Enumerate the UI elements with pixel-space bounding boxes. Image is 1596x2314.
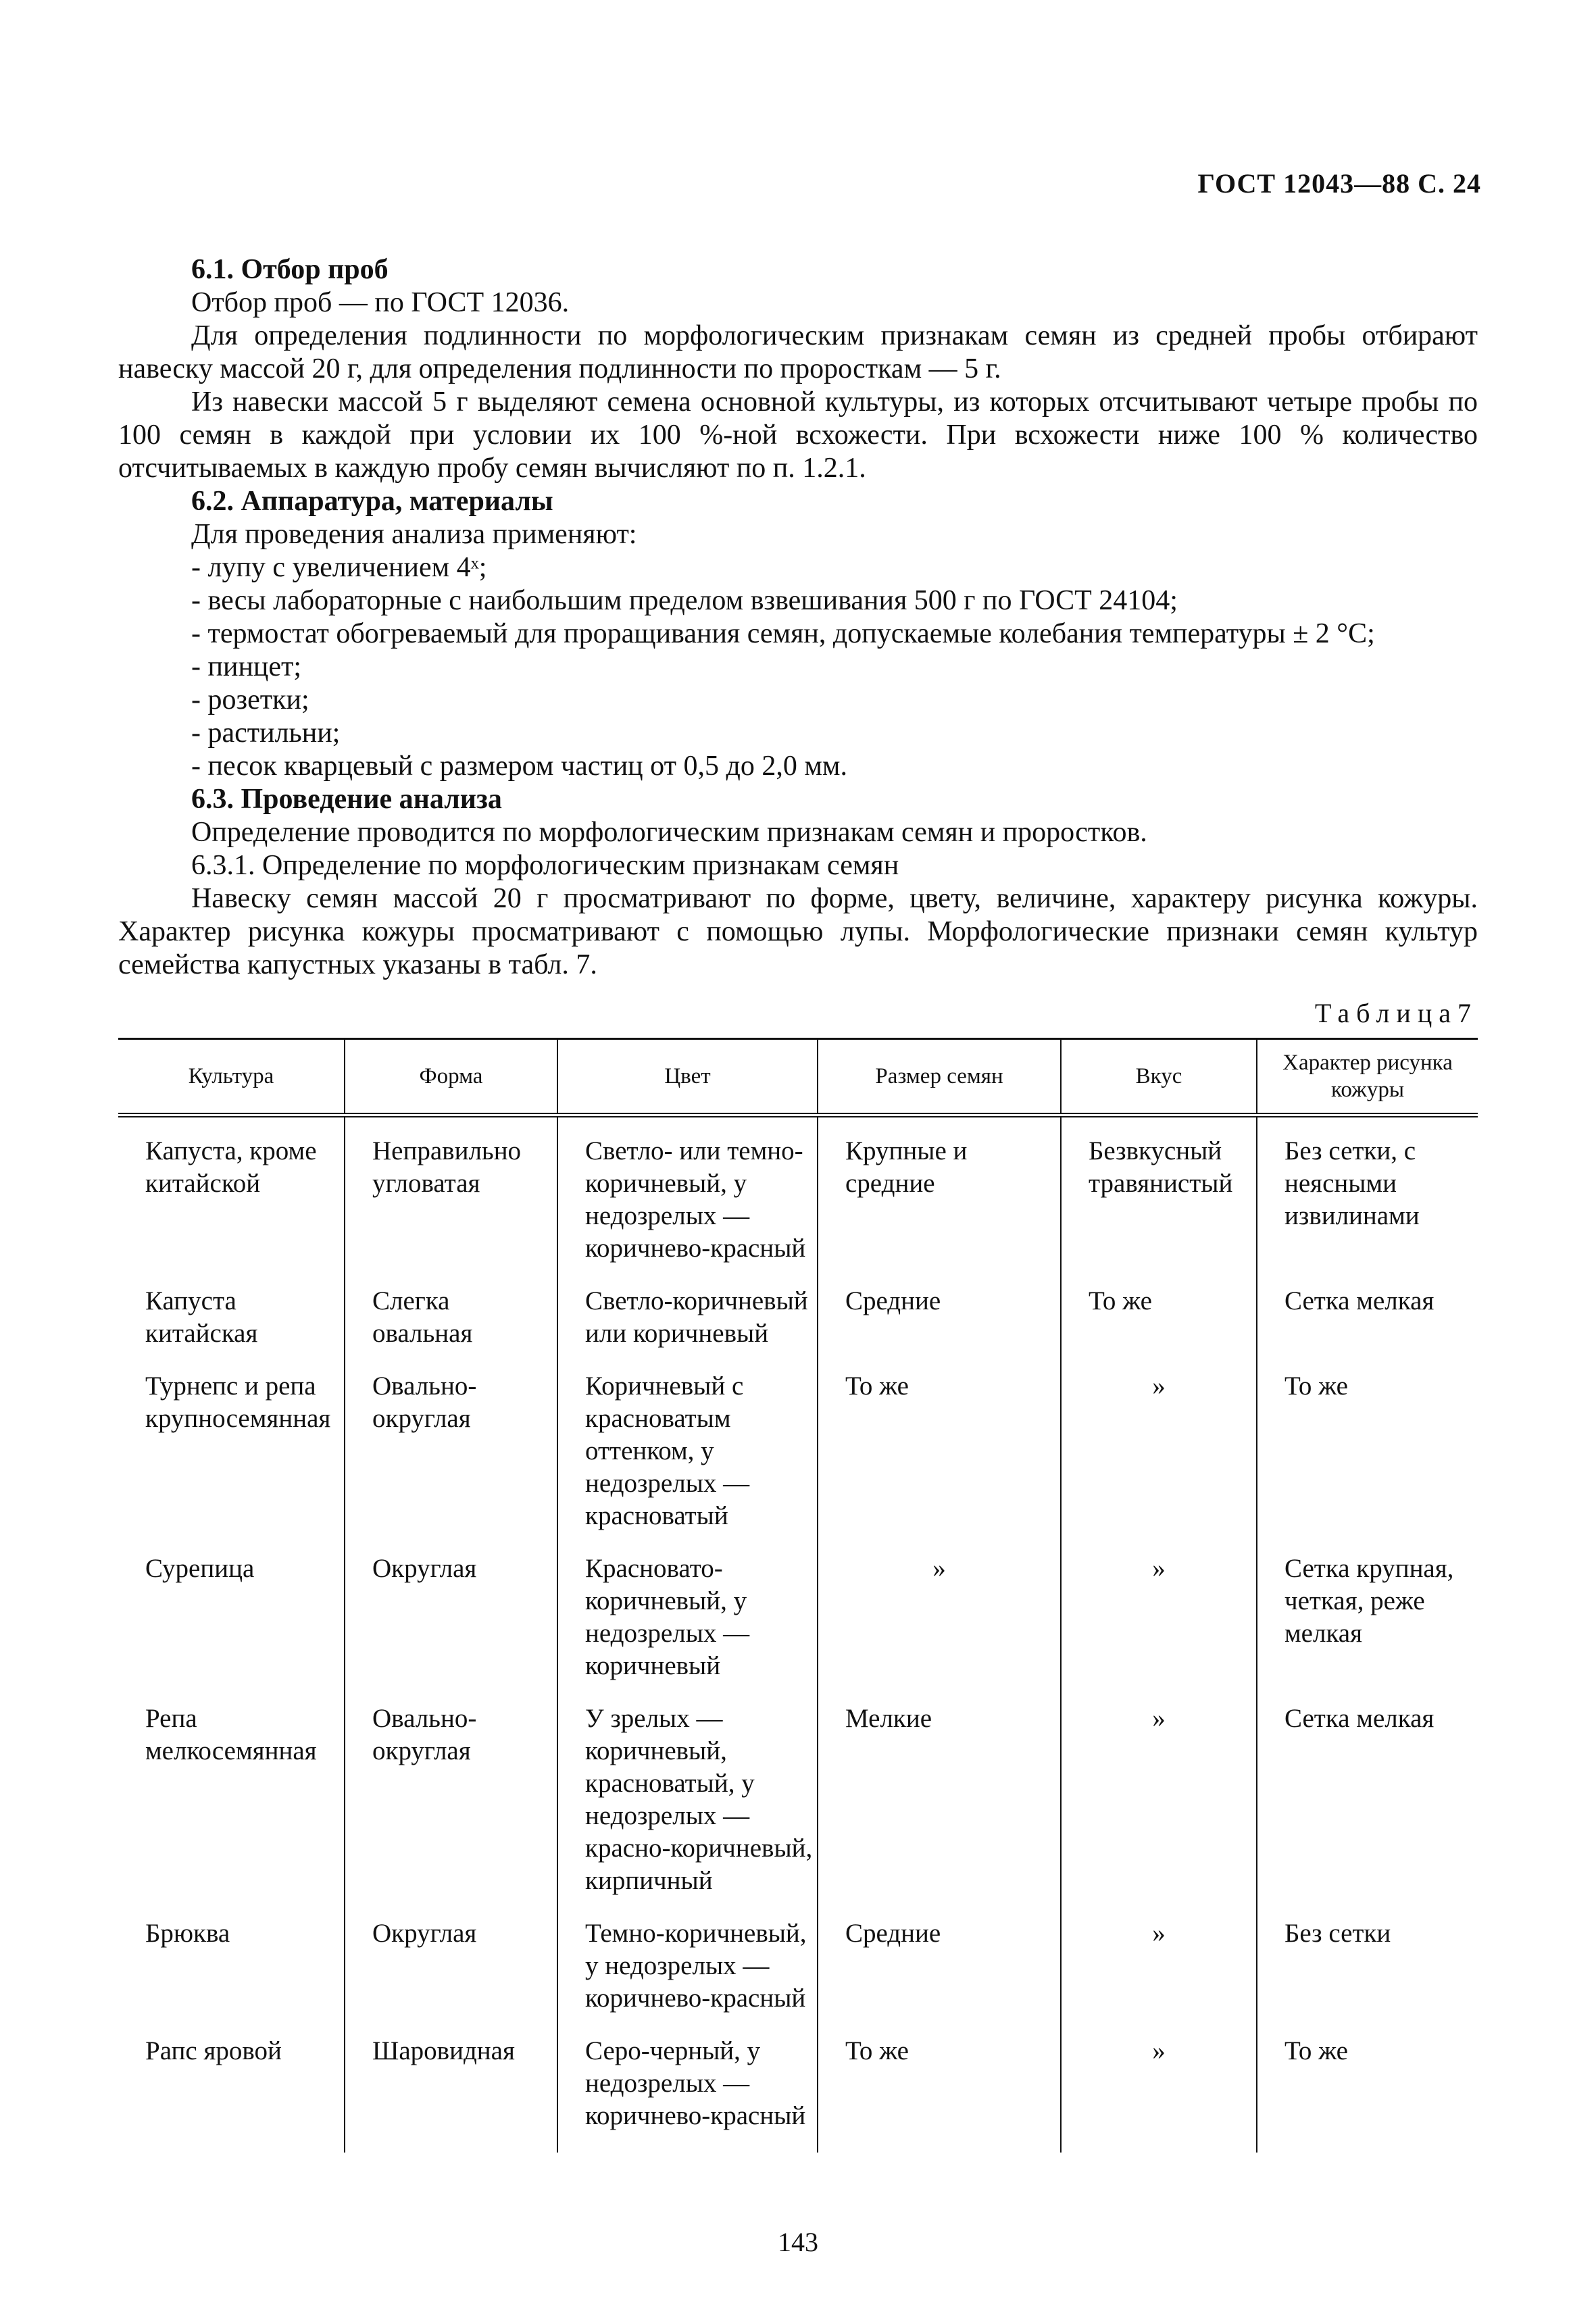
table-cell: Округлая [345,1553,557,1703]
list-item: - розетки; [191,684,309,715]
table-cell: Серо-черный, у недозрелых — коричнево-красный [557,2035,818,2153]
table-cell: Безвкусный травянистый [1061,1115,1257,1286]
table-cell: Неправильно угловатая [345,1115,557,1286]
table-row [118,1115,1478,1286]
table-cell: То же [1061,1285,1257,1370]
table-cell: То же [818,2035,1061,2153]
table-cell: Светло-коричневый или коричневый [557,1285,818,1370]
list-item: - весы лабораторные с наибольшим пределом взвешивания 500 г по ГОСТ 24104; [191,585,1178,616]
table-row [118,2035,1478,2153]
table-cell: Рапс яровой [145,2036,282,2065]
section-heading: 6.1. Отбор проб [191,254,389,285]
column-header: Культура [118,1039,345,1115]
table-cell: Мелкие [818,1703,1061,1917]
paragraph: Для проведения анализа применяют: [191,519,637,550]
section-heading: 6.2. Аппаратура, материалы [191,486,553,517]
paragraph: Определение проводится по морфологическим признакам семян и проростков. [191,817,1147,848]
page-number: 143 [778,2227,818,2257]
table-caption: Таблица7 [1314,998,1478,1028]
table-cell: Репа мелкосемянная [145,1704,317,1765]
table-cell: Округлая [345,1917,557,2035]
column-header: Форма [345,1039,557,1115]
table-cell: Брюква [145,1919,230,1948]
table-cell: Коричневый с красноватым оттенком, у недозрелых — красноватый [557,1370,818,1553]
table-header-row [118,1039,1478,1115]
column-header: Вкус [1061,1039,1257,1115]
table-cell: » [1061,1917,1257,2035]
seed-traits-table [118,1038,1478,2153]
table-cell: То же [1257,2035,1478,2153]
page-header: ГОСТ 12043—88 С. 24 [1197,168,1481,199]
table-cell: » [1061,1370,1257,1553]
column-header: Размер семян [818,1039,1061,1115]
table-cell: Сетка мелкая [1257,1703,1478,1917]
table-row [118,1553,1478,1703]
list-item: - лупу с увеличением 4ˣ; [191,552,487,583]
list-item: - пинцет; [191,651,302,682]
table-cell: То же [818,1370,1061,1553]
table-row [118,1917,1478,2035]
paragraph: Из навески массой 5 г выделяют семена основной культуры, из которых отсчитывают четыре пробы по 100 семян в каждой при условии их 100 %-ной всхожести. При всхожести ниже 100 % количество отсчитываемых в каждую пробу семян вычисляют по п. 1.2.1. [118,386,1478,484]
table-cell: Без сетки, с неясными извилинами [1257,1115,1478,1286]
table-cell: Средние [818,1285,1061,1370]
table-cell: Сетка мелкая [1257,1285,1478,1370]
table-cell: Светло- или темно-коричневый, у недозрелых — коричнево-красный [557,1115,818,1286]
list-item: - растильни; [191,718,341,749]
column-header: Цвет [557,1039,818,1115]
table-cell: » [1061,1703,1257,1917]
table-row [118,1285,1478,1370]
paragraph: Навеску семян массой 20 г просматривают по форме, цвету, величине, характеру рисунка кожуры. Характер рисунка кожуры просматривают с помощью лупы. Морфологические признаки семян культур семейства капустных указаны в табл. 7. [118,883,1478,980]
section-heading: 6.3. Проведение анализа [191,784,502,815]
table-row [118,1370,1478,1553]
table-cell: Сетка крупная, четкая, реже мелкая [1257,1553,1478,1703]
list-item: - песок кварцевый с размером частиц от 0,5 до 2,0 мм. [191,751,847,782]
table-cell: Капуста, кроме китайской [145,1136,317,1198]
table-row [118,1703,1478,1917]
list-item: - термостат обогреваемый для проращивания семян, допускаемые колебания температуры ± 2 °С; [191,618,1375,649]
table-cell: Овально-округлая [345,1703,557,1917]
table-cell: Крупные и средние [818,1115,1061,1286]
table-cell: Без сетки [1257,1917,1478,2035]
table-cell: Темно-коричневый, у недозрелых — коричнево-красный [557,1917,818,2035]
table-cell: Капуста китайская [145,1286,258,1348]
table-cell: Сурепица [145,1554,255,1583]
paragraph: Для определения подлинности по морфологическим признакам семян из средней пробы отбирают навеску массой 20 г, для определения подлинности по проросткам — 5 г. [118,320,1478,384]
table-cell: Овально-округлая [345,1370,557,1553]
table-cell: Красновато-коричневый, у недозрелых — коричневый [557,1553,818,1703]
document-body [118,253,1478,2153]
table-cell: » [818,1553,1061,1703]
table-cell: У зрелых — коричневый, красноватый, у недозрелых — красно-коричневый, кирпичный [557,1703,818,1917]
column-header: Характер рисунка кожуры [1257,1039,1478,1115]
table-cell: » [1061,1553,1257,1703]
table-cell: Шаровидная [345,2035,557,2153]
paragraph: 6.3.1. Определение по морфологическим признакам семян [191,850,899,881]
table-cell: Слегка овальная [345,1285,557,1370]
table-cell: То же [1257,1370,1478,1553]
table-cell: Турнепс и репа крупносемянная [145,1372,331,1433]
table-cell: » [1061,2035,1257,2153]
table-cell: Средние [818,1917,1061,2035]
paragraph: Отбор проб — по ГОСТ 12036. [191,287,570,318]
